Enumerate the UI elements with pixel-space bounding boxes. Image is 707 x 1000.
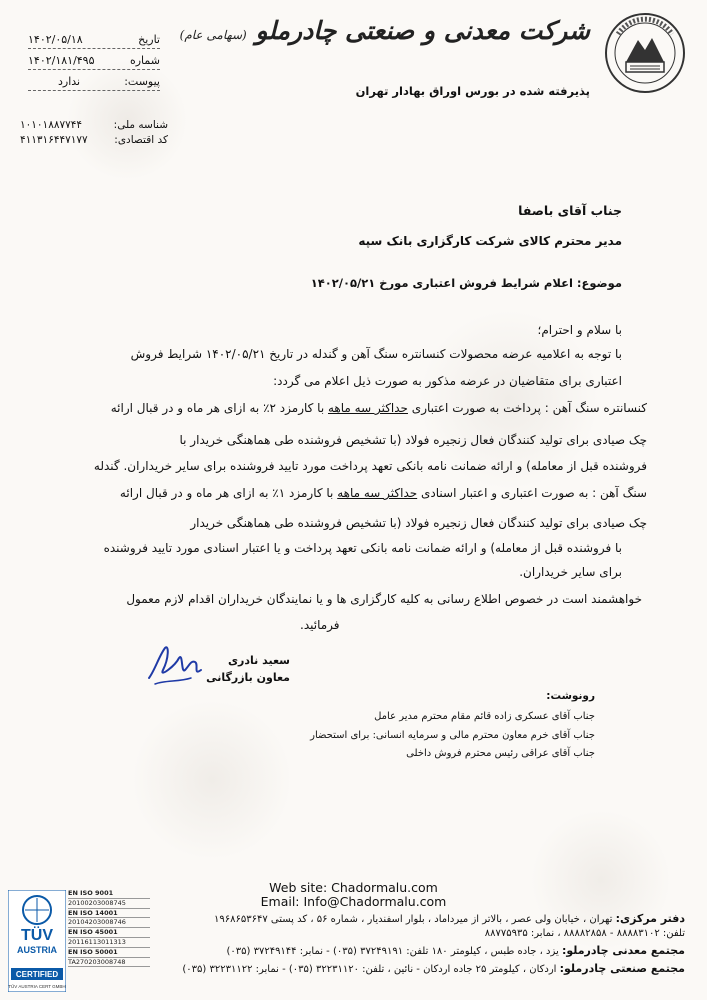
website: Web site: Chadormalu.com xyxy=(269,880,438,895)
greeting: با سلام و احترام؛ xyxy=(537,323,622,337)
body-line-8: با فروشنده قبل از معامله) و ارائه ضمانت نامه بانکی تعهد پرداخت و یا اعتبار اسنادی مورد تایید فروشنده xyxy=(103,541,622,555)
mine-address: یزد ، جاده طبس ، کیلومتر ۱۸۰ تلفن: ۳۷۲۴۹۱۹۱ (۰۳۵) - نمابر: ۳۷۲۴۹۱۴۴ (۰۳۵) xyxy=(226,946,559,957)
company-name-text: شرکت معدنی و صنعتی چادرملو xyxy=(255,16,590,45)
body-line-3-a: کنسانتره سنگ آهن : پرداخت به صورت اعتباری xyxy=(411,401,647,415)
certificate-item xyxy=(68,899,150,909)
cc-heading: رونوشت: xyxy=(546,690,595,702)
head-office-address: تهران ، خیابان ولی عصر ، بالاتر از میرداماد ، بلوار اسفندیار ، شماره ۵۶ ، کد پستی ۱۹۶۸۶۵۳۶۴۷ xyxy=(214,914,613,925)
body-line-5: فروشنده قبل از معامله) و ارائه ضمانت نامه بانکی تعهد پرداخت مورد تایید فروشنده برای سایر خریداران. گندله xyxy=(93,459,647,473)
body-line-11: فرمائید. xyxy=(300,618,340,632)
certificate-list xyxy=(68,889,150,967)
head-office-phone: تلفن: ۸۸۸۸۳۱۰۲ - ۸۸۸۸۲۸۵۸ ، نمابر: ۸۸۷۷۵۹۳۵ xyxy=(484,928,685,939)
national-id-label: شناسه ملی: xyxy=(113,119,168,131)
national-id-value: ۱۰۱۰۱۸۸۷۷۴۴ xyxy=(20,119,83,131)
mine-label: مجتمع معدنی چادرملو: xyxy=(561,944,685,957)
economic-code-value: ۴۱۱۳۱۶۴۴۷۱۷۷ xyxy=(20,134,88,146)
body-line-6-underlined: حداکثر سه ماهه xyxy=(337,486,418,500)
certificate-standard: EN ISO 9001 xyxy=(68,889,114,897)
cc-item-3: جناب آقای عراقی رئیس محترم فروش داخلی xyxy=(406,748,595,759)
certificate-item xyxy=(68,889,150,899)
body-line-3-b: با کارمزد ۲٪ به ازای هر ماه و در قبال ارائه xyxy=(110,401,325,415)
subject-line: موضوع: اعلام شرایط فروش اعتباری مورخ ۱۴۰۲/۰۵/۲۱ xyxy=(310,276,622,290)
certificate-number: 20100203008745 xyxy=(68,898,126,907)
certificate-number: TA270203008748 xyxy=(68,957,126,966)
tuv-issuer: TÜV AUSTRIA CERT GMBH xyxy=(8,984,66,989)
national-id-row xyxy=(20,119,168,134)
date-row xyxy=(28,33,160,49)
body-line-2: اعتباری برای متقاضیان در عرضه مذکور به صورت ذیل اعلام می گردد: xyxy=(273,374,622,388)
body-line-6 xyxy=(120,485,647,501)
mine-line xyxy=(226,944,685,957)
cc-item-2: جناب آقای خرم معاون محترم مالی و سرمایه انسانی: برای استحضار xyxy=(310,730,595,741)
head-office-label: دفتر مرکزی: xyxy=(615,912,685,925)
attachment-value: ندارد xyxy=(58,75,81,88)
attachment-row xyxy=(28,75,160,91)
email: Email: Info@Chadormalu.com xyxy=(260,894,447,909)
attachment-underline xyxy=(28,90,160,91)
certificate-item xyxy=(68,958,150,968)
industrial-address: اردکان ، کیلومتر ۲۵ جاده اردکان - نائین ، تلفن: ۳۲۲۳۱۱۲۰ (۰۳۵) - نمابر: ۳۲۲۳۱۱۲۲ (۰۳۵) xyxy=(182,964,557,975)
industrial-label: مجتمع صنعتی چادرملو: xyxy=(559,962,685,975)
signature-icon xyxy=(145,640,205,700)
economic-code-row xyxy=(20,134,168,149)
body-line-6-a: سنگ آهن : به صورت اعتباری و اعتبار اسنادی xyxy=(421,486,647,500)
number-value: ۱۴۰۲/۱۸۱/۴۹۵ xyxy=(28,54,95,67)
body-line-1: با توجه به اعلامیه عرضه محصولات کنسانتره سنگ آهن و گندله در تاریخ ۱۴۰۲/۰۵/۲۱ شرایط فروش xyxy=(130,347,622,361)
certificate-item xyxy=(68,928,150,938)
body-line-7: چک صیادی برای تولید کنندگان فعال زنجیره فولاد (با تشخیص فروشنده طی هماهنگی خریدار xyxy=(190,516,647,530)
company-logo xyxy=(604,12,686,94)
signer-title: معاون بازرگانی xyxy=(206,671,290,684)
tuv-certification-badge xyxy=(8,890,66,992)
certificate-number: 20116113011313 xyxy=(68,937,126,946)
tuv-brand: TÜV xyxy=(21,927,53,944)
body-line-4: چک صیادی برای تولید کنندگان فعال زنجیره فولاد (با تشخیص فروشنده طی هماهنگی خریدار با xyxy=(179,433,647,447)
number-label: شماره xyxy=(129,54,160,67)
economic-code-label: کد اقتصادی: xyxy=(114,134,168,146)
certificate-standard: EN ISO 50001 xyxy=(68,947,118,956)
body-line-3 xyxy=(111,400,647,416)
company-type: (سهامی عام) xyxy=(179,28,247,42)
number-row xyxy=(28,54,160,70)
cc-item-1: جناب آقای عسکری زاده قائم مقام محترم مدیر عامل xyxy=(374,711,595,722)
tuv-country: AUSTRIA xyxy=(17,945,57,955)
certificate-item xyxy=(68,938,150,948)
certificate-item xyxy=(68,918,150,928)
number-underline xyxy=(28,69,160,70)
body-line-6-b: با کارمزد ۱٪ به ازای هر ماه و در قبال ارائه xyxy=(119,486,334,500)
body-line-10: خواهشمند است در خصوص اطلاع رسانی به کلیه کارگزاری ها و یا نمایندگان خریداران اقدام لازم معمول xyxy=(126,592,642,606)
certificate-number: 20104203008746 xyxy=(68,918,126,927)
signer-name: سعید نادری xyxy=(227,654,290,667)
head-office-line xyxy=(214,912,685,925)
listing-note: پذیرفته شده در بورس اوراق بهادار تهران xyxy=(355,84,590,98)
date-label: تاریخ xyxy=(138,33,160,46)
date-value: ۱۴۰۲/۰۵/۱۸ xyxy=(28,33,83,46)
date-underline xyxy=(28,48,160,49)
body-line-9: برای سایر خریداران. xyxy=(519,565,622,579)
industrial-line xyxy=(182,962,685,975)
company-name xyxy=(179,16,590,45)
body-line-3-underlined: حداکثر سه ماهه xyxy=(328,401,408,415)
addressee-title: مدیر محترم کالای شرکت کارگزاری بانک سپه xyxy=(358,234,622,248)
certificate-item xyxy=(68,948,150,958)
certificate-standard: EN ISO 14001 xyxy=(68,908,118,917)
tuv-status: CERTIFIED xyxy=(15,970,59,979)
attachment-label: پیوست: xyxy=(124,75,160,88)
addressee-name: جناب آقای باصفا xyxy=(518,203,622,218)
certificate-standard: EN ISO 45001 xyxy=(68,928,118,937)
certificate-item xyxy=(68,909,150,919)
